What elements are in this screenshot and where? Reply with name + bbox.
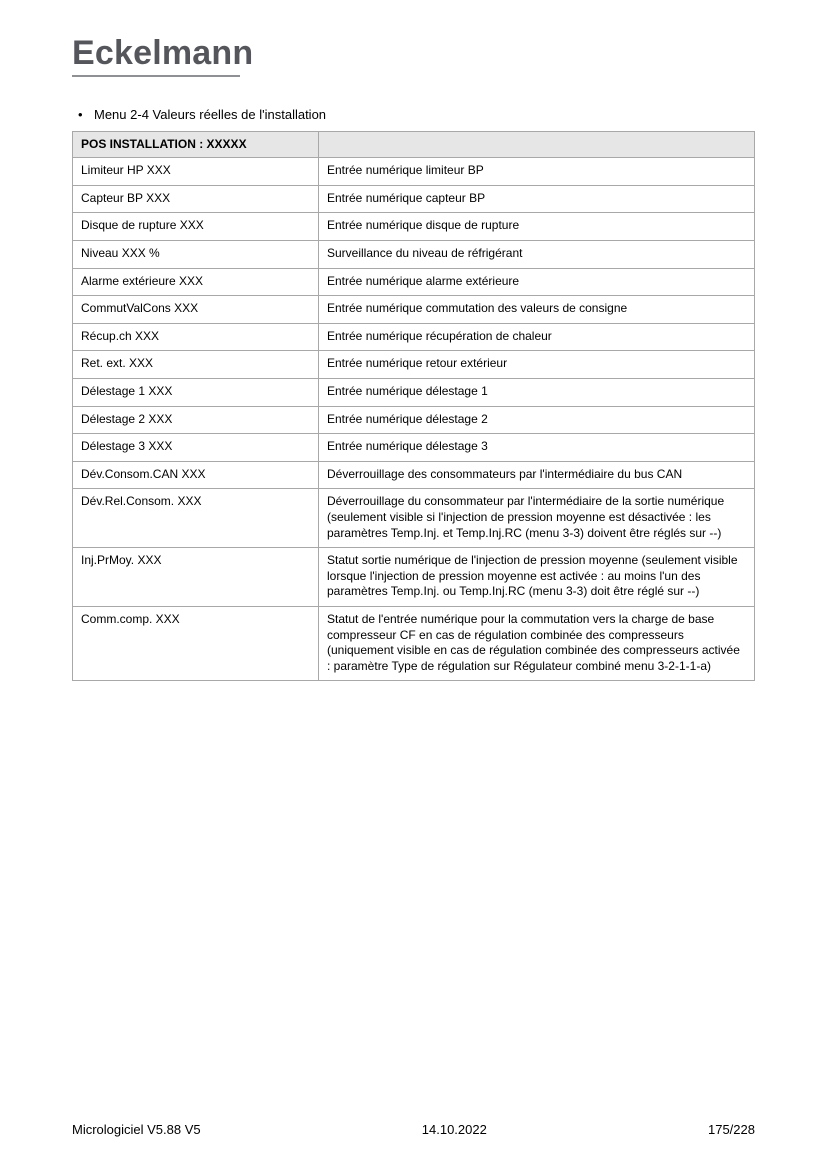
description-cell: Entrée numérique limiteur BP <box>319 158 755 186</box>
footer-firmware-version: Micrologiciel V5.88 V5 <box>72 1122 201 1137</box>
table-head <box>73 131 755 158</box>
description-cell: Entrée numérique commutation des valeurs de consigne <box>319 296 755 324</box>
description-cell: Entrée numérique délestage 2 <box>319 406 755 434</box>
table-row <box>73 406 755 434</box>
table-row <box>73 323 755 351</box>
description-cell: Entrée numérique délestage 1 <box>319 379 755 407</box>
parameter-cell: Limiteur HP XXX <box>73 158 319 186</box>
description-cell: Entrée numérique disque de rupture <box>319 213 755 241</box>
table-header-row <box>73 131 755 158</box>
footer-page-number: 175/228 <box>707 1122 755 1137</box>
description-cell: Déverrouillage du consommateur par l'intermédiaire de la sortie numérique (seulement visible si l'injection de pression moyenne est désactivée : les paramètres Temp.Inj. et Temp.Inj.RC (menu 3-3) doivent être réglés sur --) <box>319 489 755 548</box>
document-page <box>72 0 755 1169</box>
table-row <box>73 241 755 269</box>
table-header-empty <box>319 131 755 158</box>
installation-values-table <box>72 131 755 682</box>
table-row <box>73 296 755 324</box>
table-row <box>73 379 755 407</box>
parameter-cell: Niveau XXX % <box>73 241 319 269</box>
table-row <box>73 434 755 462</box>
description-cell: Statut de l'entrée numérique pour la commutation vers la charge de base compresseur CF en cas de régulation combinée des compresseurs (uniquement visible en cas de régulation combinée des compresseurs activée : paramètre Type de régulation sur Régulateur combiné menu 3-2-1-1-a) <box>319 606 755 680</box>
parameter-cell: Délestage 2 XXX <box>73 406 319 434</box>
parameter-cell: Inj.PrMoy. XXX <box>73 548 319 607</box>
parameter-cell: Disque de rupture XXX <box>73 213 319 241</box>
parameter-cell: Alarme extérieure XXX <box>73 268 319 296</box>
table-row <box>73 158 755 186</box>
parameter-cell: Capteur BP XXX <box>73 185 319 213</box>
table-row <box>73 606 755 680</box>
footer-date: 14.10.2022 <box>421 1122 487 1137</box>
parameter-cell: Dév.Rel.Consom. XXX <box>73 489 319 548</box>
parameter-cell: Délestage 1 XXX <box>73 379 319 407</box>
description-cell: Statut sortie numérique de l'injection de pression moyenne (seulement visible lorsque l'injection de pression moyenne est activée : au moins l'un des paramètres Temp.Inj. ou Temp.Inj.RC (menu 3-3) doit être réglé sur --) <box>319 548 755 607</box>
description-cell: Entrée numérique alarme extérieure <box>319 268 755 296</box>
table-row <box>73 185 755 213</box>
table-header-title: POS INSTALLATION : XXXXX <box>73 131 319 158</box>
table-row <box>73 548 755 607</box>
description-cell: Surveillance du niveau de réfrigérant <box>319 241 755 269</box>
table-row <box>73 461 755 489</box>
logo-underline <box>72 75 240 77</box>
table-body <box>73 158 755 681</box>
description-cell: Déverrouillage des consommateurs par l'intermédiaire du bus CAN <box>319 461 755 489</box>
description-cell: Entrée numérique capteur BP <box>319 185 755 213</box>
table-row <box>73 268 755 296</box>
parameter-cell: Dév.Consom.CAN XXX <box>73 461 319 489</box>
section-bullet <box>78 107 755 122</box>
description-cell: Entrée numérique retour extérieur <box>319 351 755 379</box>
parameter-cell: Ret. ext. XXX <box>73 351 319 379</box>
section-title: Menu 2-4 Valeurs réelles de l'installation <box>94 106 327 122</box>
brand-logo-text: Eckelmann <box>72 34 254 72</box>
table-row <box>73 489 755 548</box>
table-row <box>73 351 755 379</box>
bullet-icon: • <box>78 106 83 122</box>
parameter-cell: Comm.comp. XXX <box>73 606 319 680</box>
description-cell: Entrée numérique délestage 3 <box>319 434 755 462</box>
brand-logo <box>72 34 254 77</box>
page-footer <box>72 1122 755 1137</box>
description-cell: Entrée numérique récupération de chaleur <box>319 323 755 351</box>
table-row <box>73 213 755 241</box>
parameter-cell: Récup.ch XXX <box>73 323 319 351</box>
parameter-cell: Délestage 3 XXX <box>73 434 319 462</box>
parameter-cell: CommutValCons XXX <box>73 296 319 324</box>
